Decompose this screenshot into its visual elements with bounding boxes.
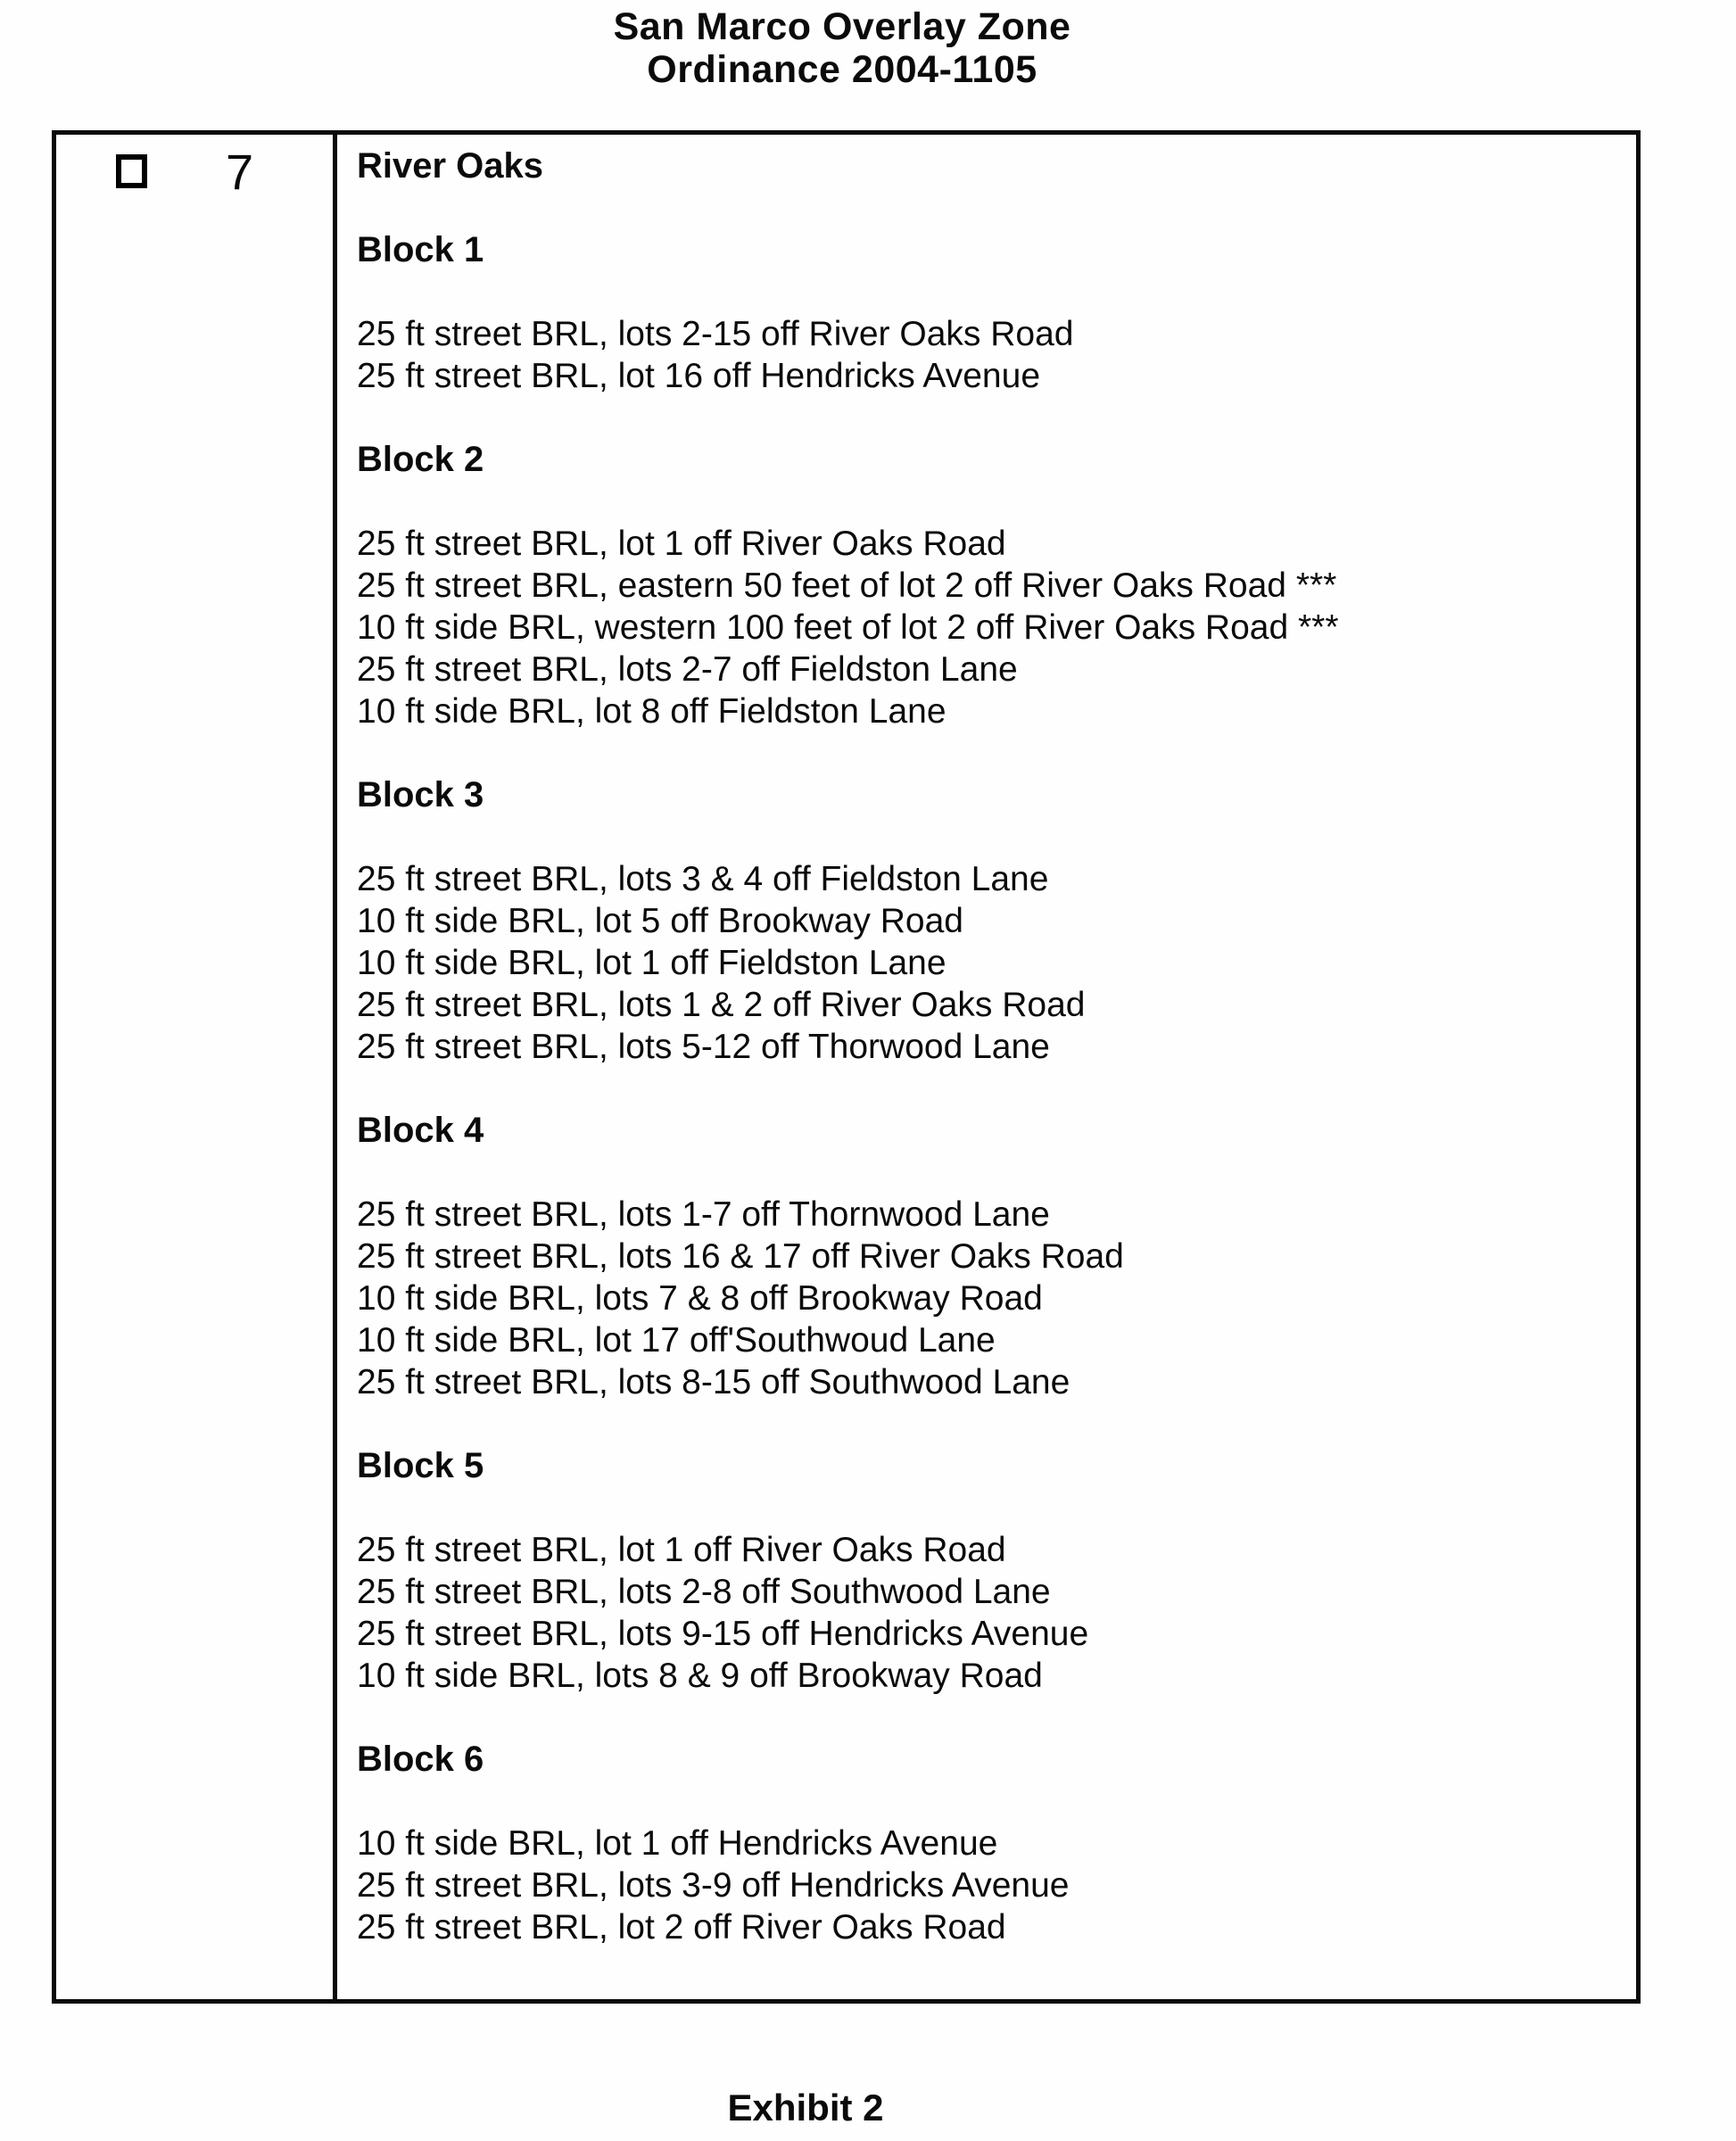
zone-section	[357, 439, 1620, 732]
brl-line: 25 ft street BRL, lots 2-8 off Southwood Lane	[357, 1573, 1051, 1611]
zone-section	[357, 145, 1620, 187]
brl-line: 25 ft street BRL, lot 1 off River Oaks Road	[357, 525, 1006, 563]
zone-section	[357, 1110, 1620, 1403]
brl-line: 25 ft street BRL, lots 1 & 2 off River Oaks Road	[357, 986, 1086, 1024]
row-content-cell	[337, 135, 1636, 1999]
brl-line: 25 ft street BRL, lots 2-15 off River Oaks Road	[357, 315, 1074, 353]
document-title	[0, 5, 1710, 91]
brl-line: 25 ft street BRL, lots 9-15 off Hendricks Avenue	[357, 1615, 1089, 1653]
row-marker-cell	[56, 135, 337, 1999]
title-line-1: San Marco Overlay Zone	[613, 5, 1071, 48]
row-checkbox[interactable]	[116, 154, 147, 188]
brl-line: 25 ft street BRL, lots 8-15 off Southwood Lane	[357, 1363, 1071, 1401]
section-heading: Block 5	[357, 1446, 484, 1485]
brl-line: 10 ft side BRL, lots 8 & 9 off Brookway Road	[357, 1657, 1043, 1695]
brl-line: 25 ft street BRL, lots 3 & 4 off Fieldston Lane	[357, 860, 1049, 898]
section-heading: Block 2	[357, 440, 484, 479]
exhibit-label: Exhibit 2	[727, 2087, 884, 2129]
section-heading: River Oaks	[357, 146, 544, 186]
brl-line: 25 ft street BRL, lot 16 off Hendricks Avenue	[357, 357, 1041, 395]
brl-line: 25 ft street BRL, eastern 50 feet of lot 2 off River Oaks Road ***	[357, 566, 1337, 605]
brl-line: 25 ft street BRL, lots 5-12 off Thorwood Lane	[357, 1028, 1050, 1066]
brl-line: 10 ft side BRL, lots 7 & 8 off Brookway Road	[357, 1279, 1043, 1318]
section-heading: Block 1	[357, 230, 484, 269]
zone-section	[357, 774, 1620, 1068]
row-number: 7	[226, 144, 254, 200]
brl-line: 10 ft side BRL, lot 8 off Fieldston Lane	[357, 692, 947, 731]
brl-line: 25 ft street BRL, lots 1-7 off Thornwood Lane	[357, 1195, 1050, 1234]
zone-section	[357, 1445, 1620, 1697]
brl-line: 10 ft side BRL, western 100 feet of lot 2 off River Oaks Road ***	[357, 608, 1339, 647]
brl-line: 10 ft side BRL, lot 5 off Brookway Road	[357, 902, 963, 940]
brl-line: 10 ft side BRL, lot 1 off Hendricks Avenue	[357, 1824, 998, 1863]
brl-line: 10 ft side BRL, lot 17 off'Southwoud Lane	[357, 1321, 996, 1360]
section-heading: Block 3	[357, 775, 484, 814]
title-line-2: Ordinance 2004-1105	[647, 48, 1037, 91]
section-heading: Block 4	[357, 1111, 484, 1150]
brl-line: 25 ft street BRL, lot 1 off River Oaks Road	[357, 1531, 1006, 1569]
section-heading: Block 6	[357, 1740, 484, 1779]
brl-line: 25 ft street BRL, lots 16 & 17 off River Oaks Road	[357, 1237, 1124, 1276]
brl-line: 25 ft street BRL, lots 2-7 off Fieldston Lane	[357, 650, 1018, 689]
brl-line: 25 ft street BRL, lots 3-9 off Hendricks Avenue	[357, 1866, 1070, 1905]
overlay-zone-table	[52, 130, 1641, 2004]
brl-line: 10 ft side BRL, lot 1 off Fieldston Lane	[357, 944, 947, 982]
zone-section	[357, 1739, 1620, 1948]
brl-line: 25 ft street BRL, lot 2 off River Oaks Road	[357, 1908, 1006, 1947]
zone-section	[357, 229, 1620, 397]
